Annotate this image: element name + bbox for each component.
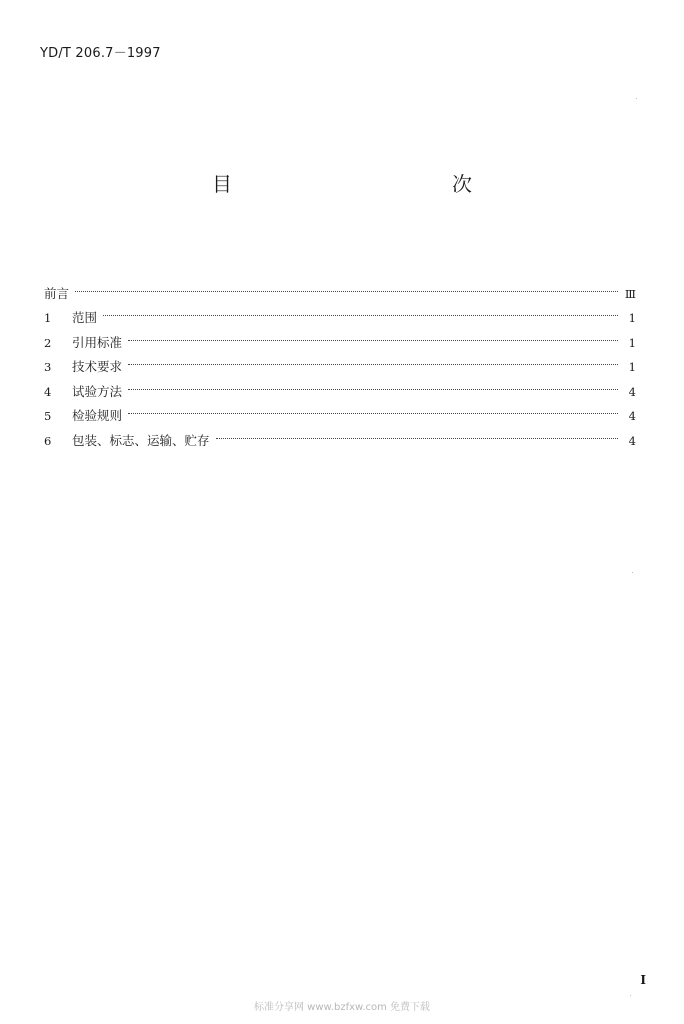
toc-leader-dots <box>103 298 622 323</box>
toc-entry-page: 4 <box>628 384 636 399</box>
toc-entry-number: 3 <box>44 360 52 374</box>
toc-title: 目 次 <box>212 172 532 196</box>
toc-leader-dots <box>128 347 622 372</box>
scan-speck <box>636 98 637 99</box>
toc-entry-packaging-marking-transport-storage[interactable] <box>44 420 636 448</box>
toc-entry-number: 2 <box>44 335 52 350</box>
toc-entry-number: 1 <box>44 311 52 325</box>
toc-entry-number: 4 <box>44 384 52 399</box>
toc-entry-inspection-rules[interactable] <box>44 396 636 421</box>
toc-entry-normative-references[interactable] <box>44 322 636 350</box>
scan-speck <box>630 995 631 996</box>
toc-entry-foreword[interactable] <box>44 273 636 301</box>
toc-entry-scope[interactable] <box>44 298 636 323</box>
page-folio: Ⅰ <box>640 973 646 987</box>
scan-speck <box>632 572 633 573</box>
toc-entry-page: 4 <box>628 409 636 423</box>
toc-leader-dots <box>216 420 622 445</box>
toc-entry-label: 检验规则 <box>72 408 123 423</box>
toc-list <box>44 273 636 448</box>
toc-entry-label: 包装、标志、运输、贮存 <box>72 432 210 448</box>
toc-entry-label: 前言 <box>44 285 70 301</box>
toc-leader-dots <box>75 273 622 298</box>
standard-code: YD/T 206.7－1997 <box>40 46 161 61</box>
toc-entry-technical-requirements[interactable] <box>44 347 636 372</box>
toc-entry-label: 引用标准 <box>72 334 123 350</box>
toc-entry-page: 1 <box>628 335 636 350</box>
toc-entry-page: 4 <box>628 433 636 448</box>
toc-entry-number: 6 <box>44 433 52 448</box>
toc-entry-label: 范围 <box>72 310 98 325</box>
toc-entry-page: 1 <box>628 311 636 325</box>
toc-entry-page: 1 <box>628 360 636 374</box>
toc-entry-page: Ⅲ <box>624 286 636 301</box>
toc-entry-label: 试验方法 <box>72 383 123 399</box>
toc-leader-dots <box>128 371 622 396</box>
toc-entry-test-methods[interactable] <box>44 371 636 399</box>
toc-leader-dots <box>128 396 622 421</box>
toc-entry-number: 5 <box>44 409 52 423</box>
toc-entry-label: 技术要求 <box>72 359 123 374</box>
watermark-text: 标准分享网 www.bzfxw.com 免费下载 <box>254 1002 430 1013</box>
toc-leader-dots <box>128 322 622 347</box>
